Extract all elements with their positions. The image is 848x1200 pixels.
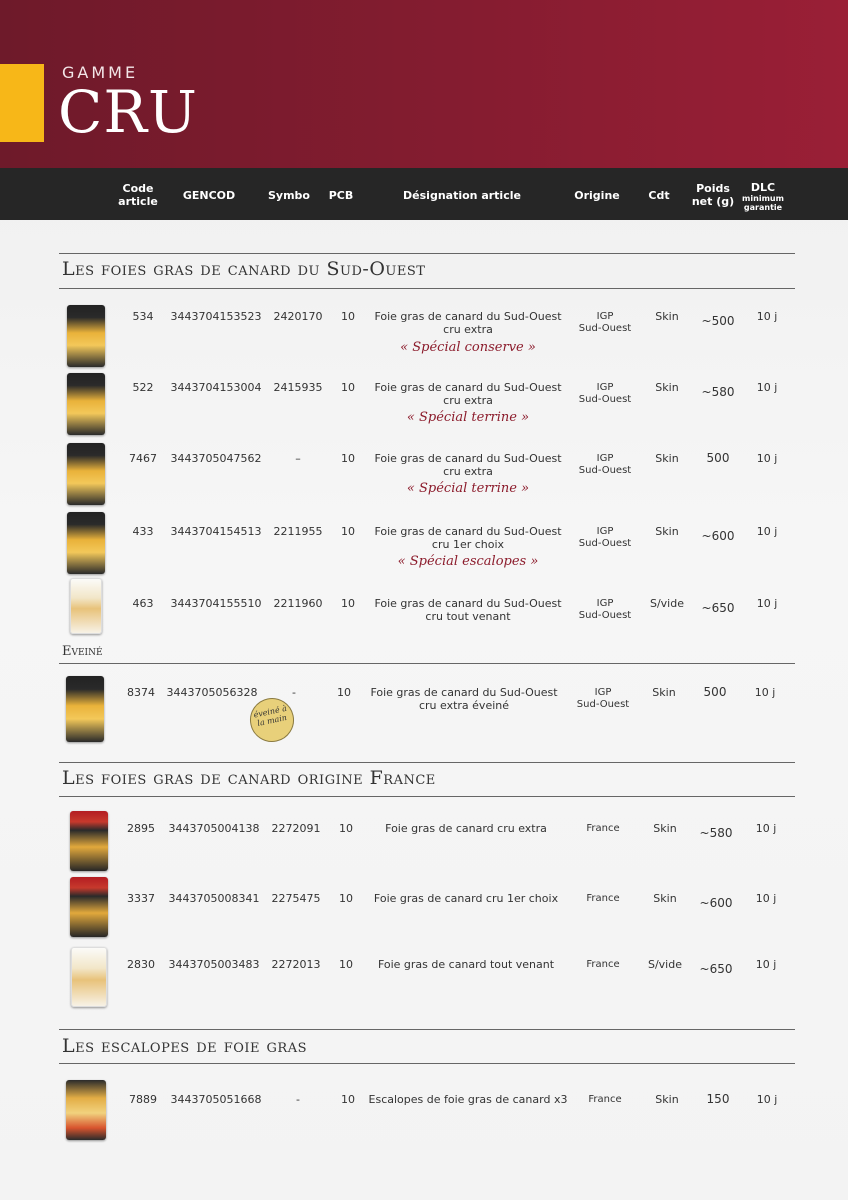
product-image [70,578,102,634]
cdt-cell: Skin [653,822,677,835]
special-label: « Spécial conserve » [400,340,536,355]
pcb-cell: 10 [341,452,355,465]
code-cell: 463 [132,597,154,610]
product-image [71,947,107,1007]
designation-line2: cru 1er choix [431,538,505,551]
section-bottom-rule [59,1063,795,1064]
column-header-bar [0,168,848,220]
product-image [66,676,104,742]
origine-line2: Sud-Ouest [578,465,632,476]
dlc-cell: 10 j [756,310,778,323]
product-image [70,811,108,871]
table-row [0,376,848,442]
poids-cell: 500 [703,685,727,699]
symbo-cell: 2275475 [271,892,321,905]
page-title: CRU [58,78,198,146]
poids-cell: ~580 [701,385,735,399]
origine-line1: IGP [596,526,614,537]
col-gencod: GENCOD [182,189,236,202]
code-cell: 7467 [129,452,157,465]
code-cell: 522 [132,381,154,394]
origine-line2: Sud-Ouest [578,610,632,621]
eveine-stamp-badge: éveiné à la main [246,694,298,746]
gencod-cell: 3443705008341 [168,892,260,905]
code-cell: 433 [132,525,154,538]
product-image [67,443,105,505]
designation-line1: Escalopes de foie gras de canard x3 [368,1093,568,1106]
section-top-rule [59,253,795,254]
pcb-cell: 10 [341,525,355,538]
dlc-cell: 10 j [755,958,777,971]
cdt-cell: S/vide [647,958,682,971]
col-dlc [740,181,786,212]
table-row [0,817,848,883]
pcb-cell: 10 [337,686,351,699]
gamme-label: GAMME [62,63,139,82]
designation-line2: cru extra [443,394,493,407]
product-image [67,305,105,367]
cdt-cell: Skin [652,686,676,699]
product-image [67,512,105,574]
gencod-cell: 3443705051668 [170,1093,262,1106]
designation-line2: cru extra [443,323,493,336]
table-row [0,305,848,371]
product-image [66,1080,106,1140]
table-row [0,681,848,747]
symbo-cell: – [295,452,301,465]
designation-line1: Foie gras de canard du Sud-Ouest [374,525,562,538]
dlc-cell: 10 j [756,381,778,394]
dlc-cell: 10 j [756,525,778,538]
dlc-cell: 10 j [754,686,776,699]
special-label: « Spécial terrine » [406,410,530,425]
origine-line1: France [586,823,620,834]
origine-line1: IGP [596,598,614,609]
origine-line2: Sud-Ouest [578,323,632,334]
symbo-cell: 2211960 [273,597,323,610]
symbo-cell: - [296,1093,300,1106]
gencod-cell: 3443705004138 [168,822,260,835]
col-pcb: PCB [328,189,354,202]
designation-line2: cru extra éveiné [418,699,510,712]
gencod-cell: 3443704155510 [170,597,262,610]
poids-cell: ~650 [701,601,735,615]
origine-line1: France [586,893,620,904]
col-origine: Origine [574,189,620,202]
designation-line2: cru tout venant [425,610,511,623]
dlc-cell: 10 j [755,822,777,835]
origine-line2: Sud-Ouest [578,538,632,549]
cdt-cell: Skin [655,525,679,538]
gencod-cell: 3443705056328 [166,686,258,699]
header-banner [0,0,848,168]
code-cell: 2830 [127,958,155,971]
col-cdt: Cdt [648,189,670,202]
subsection-title: Eveiné [62,644,103,659]
code-cell: 2895 [127,822,155,835]
origine-line1: IGP [596,311,614,322]
product-image [70,877,108,937]
code-cell: 8374 [127,686,155,699]
symbo-cell: 2415935 [273,381,323,394]
table-row [0,887,848,953]
table-row [0,1088,848,1154]
cdt-cell: S/vide [649,597,684,610]
table-row [0,447,848,513]
dlc-cell: 10 j [756,452,778,465]
table-row [0,520,848,586]
table-row [0,953,848,1019]
section-title: Les foies gras de canard du Sud-Ouest [62,258,426,280]
section-top-rule [59,762,795,763]
gencod-cell: 3443704154513 [170,525,262,538]
origine-line2: Sud-Ouest [576,699,630,710]
poids-cell: ~500 [701,314,735,328]
dlc-cell: 10 j [756,597,778,610]
origine-line2: Sud-Ouest [578,394,632,405]
designation-line1: Foie gras de canard du Sud-Ouest [370,686,558,699]
col-dlc-sub: minimum garantie [742,194,784,212]
designation-line1: Foie gras de canard cru 1er choix [373,892,559,905]
gencod-cell: 3443705047562 [170,452,262,465]
origine-line1: IGP [596,382,614,393]
symbo-cell: - [292,686,296,699]
designation-line1: Foie gras de canard du Sud-Ouest [374,310,562,323]
col-symbo: Symbo [268,189,310,202]
col-dlc-label: DLC [750,181,776,194]
special-label: « Spécial terrine » [406,481,530,496]
pcb-cell: 10 [339,822,353,835]
col-designation: Désignation article [403,189,521,202]
yellow-accent-bar [0,64,44,142]
poids-cell: ~580 [699,826,733,840]
code-cell: 7889 [129,1093,157,1106]
gencod-cell: 3443705003483 [168,958,260,971]
cdt-cell: Skin [655,310,679,323]
pcb-cell: 10 [339,892,353,905]
poids-cell: ~650 [699,962,733,976]
symbo-cell: 2272013 [271,958,321,971]
designation-line2: cru extra [443,465,493,478]
symbo-cell: 2420170 [273,310,323,323]
code-cell: 534 [132,310,154,323]
special-label: « Spécial escalopes » [397,554,539,569]
section-title: Les escalopes de foie gras [62,1035,308,1057]
gencod-cell: 3443704153523 [170,310,262,323]
symbo-cell: 2211955 [273,525,323,538]
designation-line1: Foie gras de canard tout venant [377,958,555,971]
pcb-cell: 10 [341,1093,355,1106]
product-image [67,373,105,435]
cdt-cell: Skin [653,892,677,905]
col-code: Code article [118,182,158,208]
section-bottom-rule [59,796,795,797]
section-title: Les foies gras de canard origine France [62,767,436,789]
cdt-cell: Skin [655,452,679,465]
section-top-rule [59,1029,795,1030]
pcb-cell: 10 [341,310,355,323]
dlc-cell: 10 j [755,892,777,905]
designation-line1: Foie gras de canard du Sud-Ouest [374,381,562,394]
pcb-cell: 10 [341,381,355,394]
designation-line1: Foie gras de canard cru extra [385,822,547,835]
poids-cell: ~600 [701,529,735,543]
pcb-cell: 10 [341,597,355,610]
dlc-cell: 10 j [756,1093,778,1106]
designation-line1: Foie gras de canard du Sud-Ouest [374,452,562,465]
code-cell: 3337 [127,892,155,905]
section-bottom-rule [59,288,795,289]
origine-line1: IGP [594,687,612,698]
poids-cell: ~600 [699,896,733,910]
gencod-cell: 3443704153004 [170,381,262,394]
cdt-cell: Skin [655,381,679,394]
origine-line1: France [586,959,620,970]
symbo-cell: 2272091 [271,822,321,835]
subsection-rule [59,663,795,664]
designation-line1: Foie gras de canard du Sud-Ouest [374,597,562,610]
poids-cell: 500 [706,451,730,465]
origine-line1: France [588,1094,622,1105]
poids-cell: 150 [706,1092,730,1106]
col-poids: Poids net (g) [691,182,735,208]
pcb-cell: 10 [339,958,353,971]
table-row [0,592,848,658]
cdt-cell: Skin [655,1093,679,1106]
origine-line1: IGP [596,453,614,464]
